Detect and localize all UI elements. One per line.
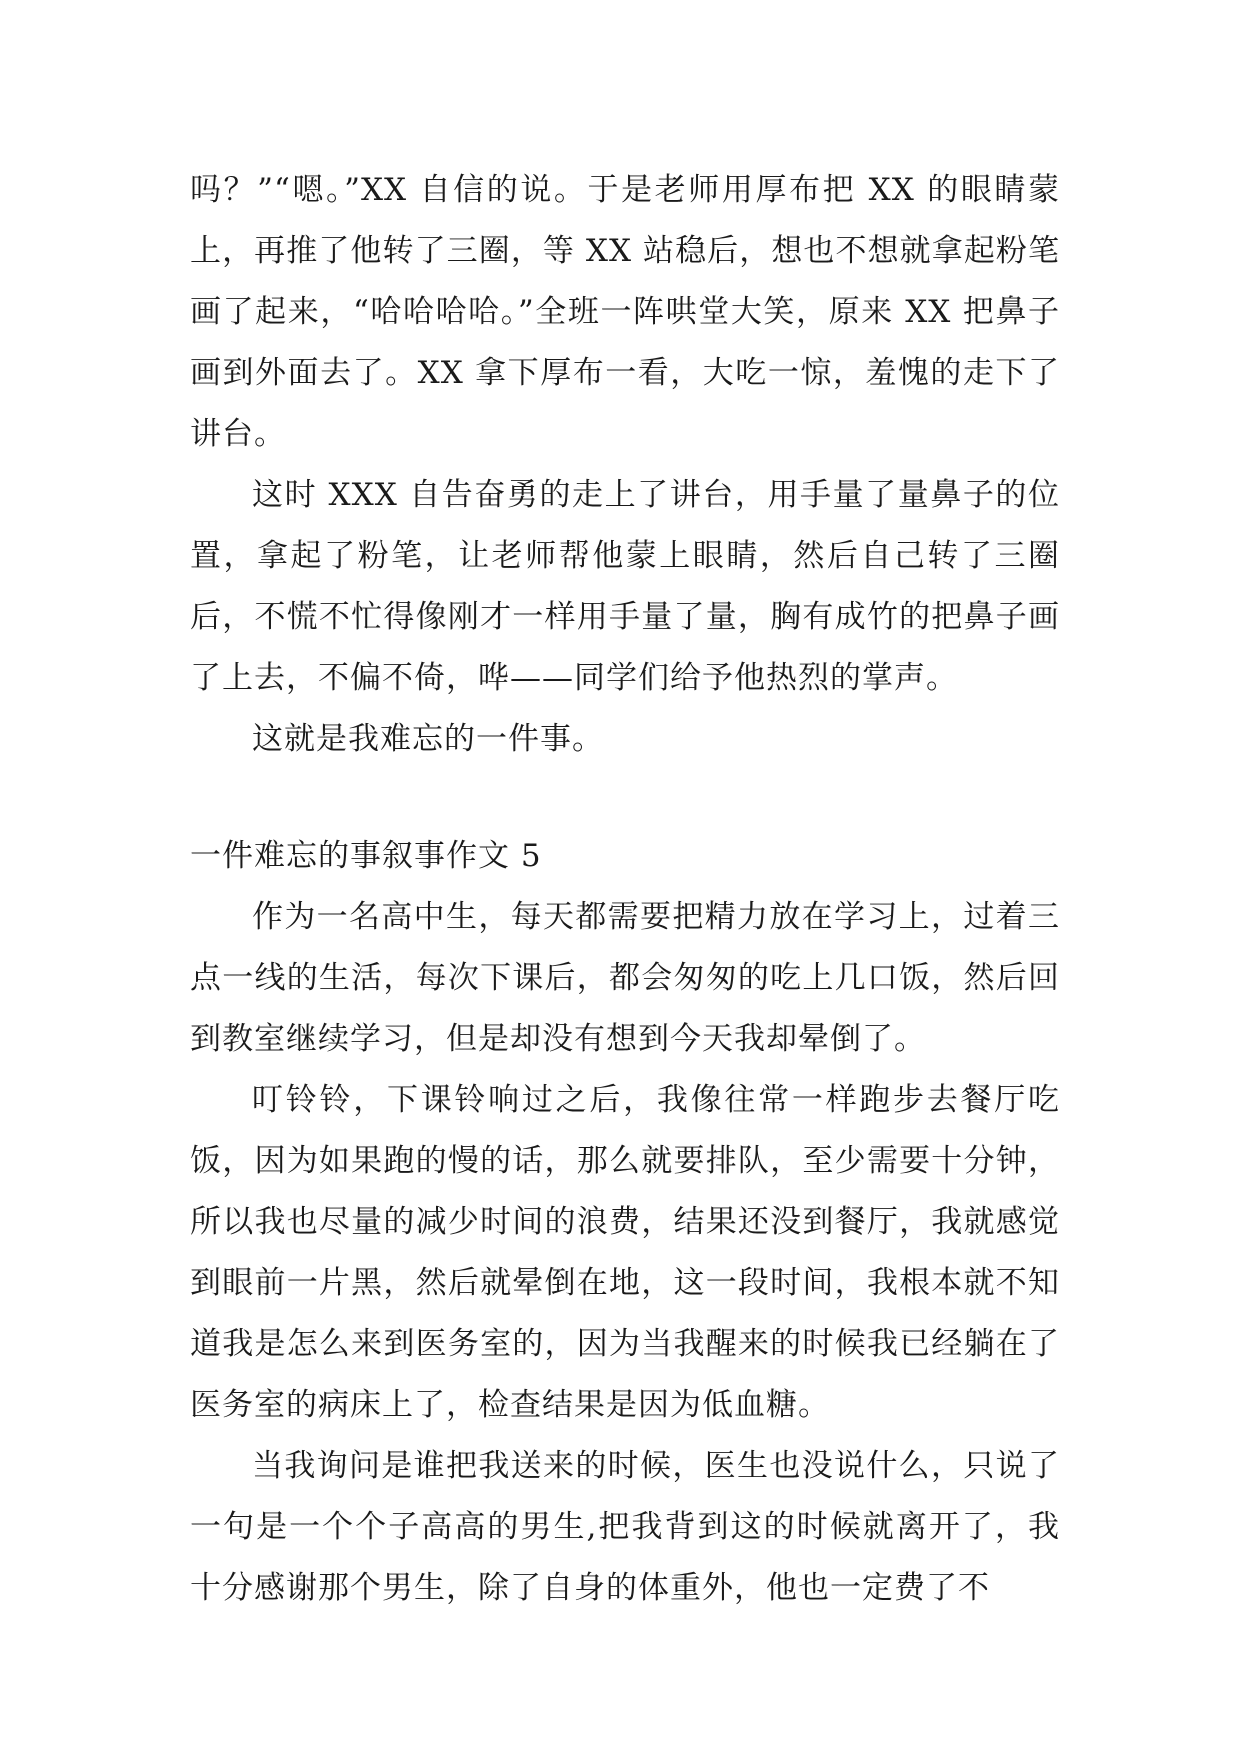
paragraph: 当我询问是谁把我送来的时候，医生也没说什么，只说了一句是一个个子高高的男生,把我背到这的时候就离开了，我十分感谢那个男生，除了自身的体重外，他也一定费了不: [190, 1448, 1060, 1606]
paragraph: 叮铃铃，下课铃响过之后，我像往常一样跑步去餐厅吃饭，因为如果跑的慢的话，那么就要排队，至少需要十分钟，所以我也尽量的减少时间的浪费，结果还没到餐厅，我就感觉到眼前一片黑，然后就晕倒在地，这一段时间，我根本就不知道我是怎么来到医务室的，因为当我醒来的时候我已经躺在了医务室的病床上了，检查结果是因为低血糖。: [190, 1082, 1060, 1423]
paragraph: 作为一名高中生，每天都需要把精力放在学习上，过着三点一线的生活，每次下课后，都会匆匆的吃上几口饭，然后回到教室继续学习，但是却没有想到今天我却晕倒了。: [190, 899, 1060, 1057]
document-page: [190, 160, 1060, 1619]
paragraph: 吗？”“嗯。”XX 自信的说。于是老师用厚布把 XX 的眼睛蒙上，再推了他转了三圈，等 XX 站稳后，想也不想就拿起粉笔画了起来，“哈哈哈哈。”全班一阵哄堂大笑，原来 XX 把鼻子画到外面去了。XX 拿下厚布一看，大吃一惊，羞愧的走下了讲台。: [190, 172, 1060, 452]
paragraph: 这就是我难忘的一件事。: [252, 721, 604, 757]
section-title: 一件难忘的事叙事作文 5: [190, 838, 542, 874]
paragraph: 这时 XXX 自告奋勇的走上了讲台，用手量了量鼻子的位置，拿起了粉笔，让老师帮他蒙上眼睛，然后自己转了三圈后，不慌不忙得像刚才一样用手量了量，胸有成竹的把鼻子画了上去，不偏不倚，哗——同学们给予他热烈的掌声。: [190, 477, 1060, 696]
